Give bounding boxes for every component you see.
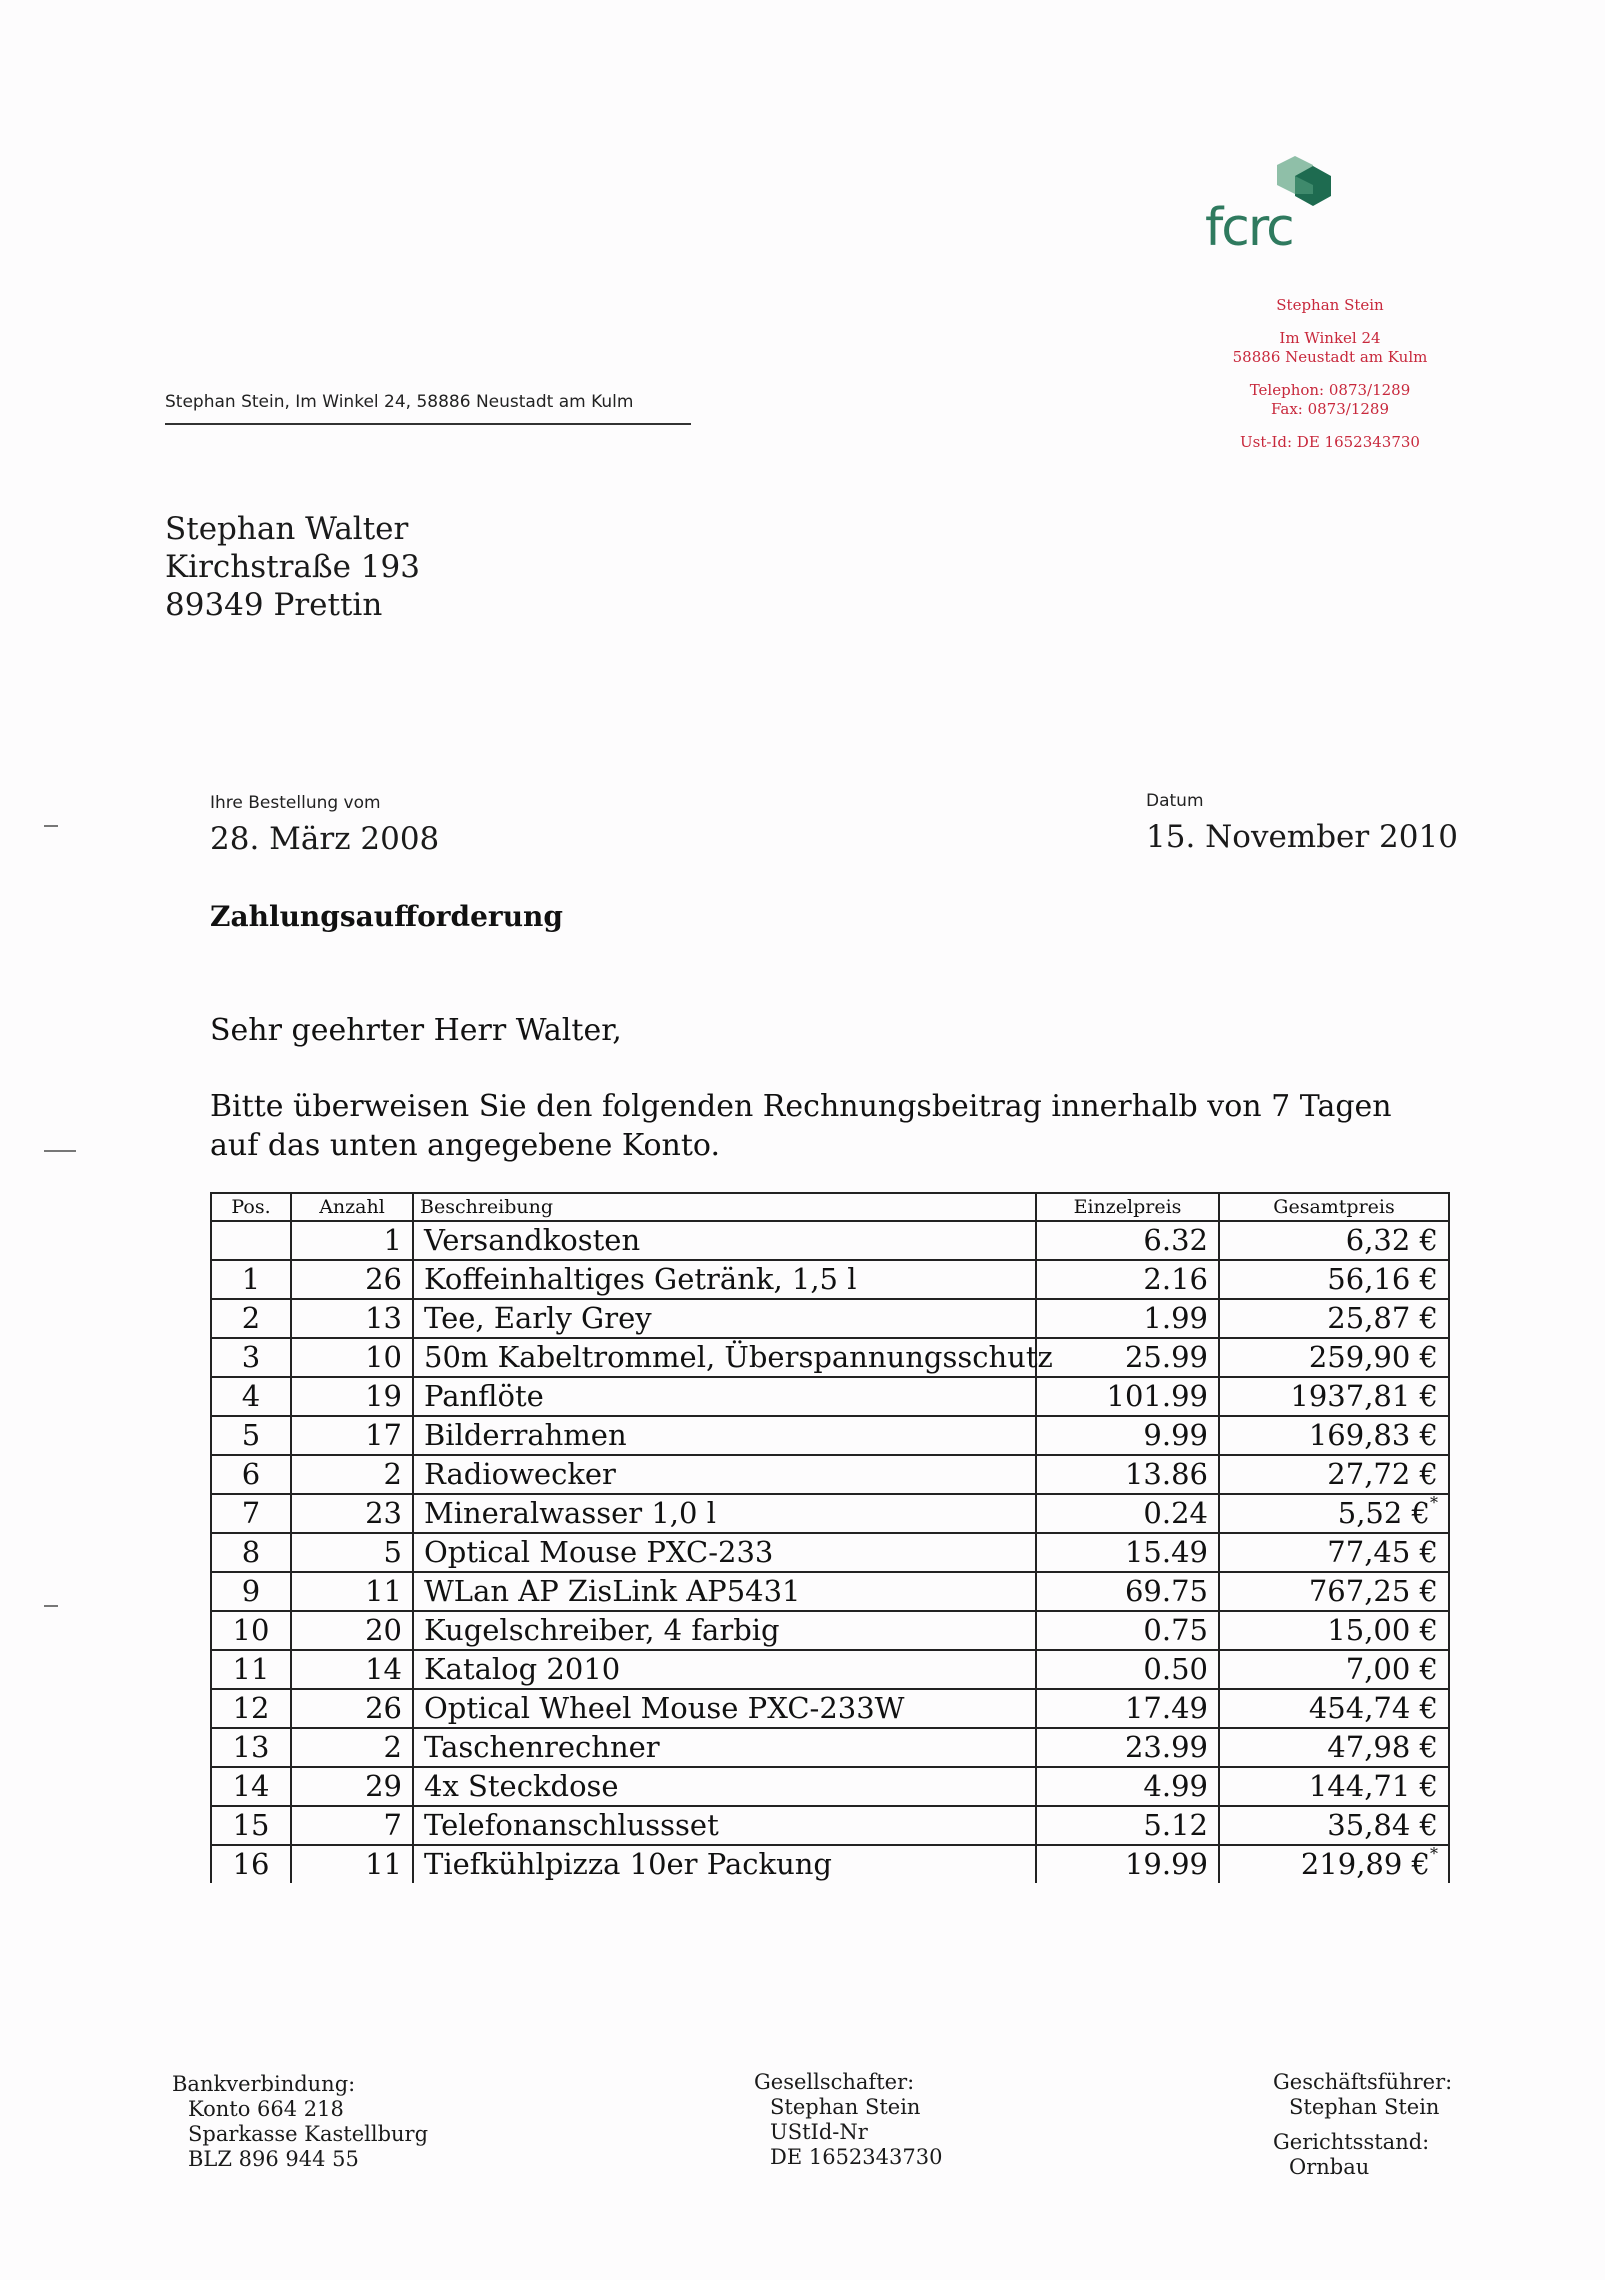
cell-description-text: Kugelschreiber, 4 farbig	[424, 1613, 780, 1647]
cell-total-price	[1219, 1221, 1449, 1260]
cell-description-text: Tiefkühlpizza 10er Packung	[424, 1847, 832, 1881]
col-header-quantity: Anzahl	[291, 1193, 413, 1221]
cell-quantity	[291, 1299, 413, 1338]
cell-quantity	[291, 1377, 413, 1416]
sender-phone: Telephon: 0873/1289	[1249, 381, 1411, 399]
footnote-marker: *	[1430, 1493, 1438, 1512]
cell-pos	[211, 1377, 291, 1416]
partner-details	[754, 2070, 942, 2170]
table-row	[211, 1221, 1449, 1260]
cell-unit-price	[1036, 1572, 1219, 1611]
fold-mark	[44, 825, 58, 827]
cell-description-text: Panflöte	[424, 1379, 544, 1413]
cell-description-text: 4x Steckdose	[424, 1769, 619, 1803]
cell-description	[413, 1260, 1036, 1299]
cell-unit-price-text: 2.16	[1143, 1262, 1208, 1296]
cell-total-price-text: 169,83 €	[1308, 1418, 1438, 1452]
cell-unit-price-text: 19.99	[1124, 1847, 1208, 1881]
cell-pos	[211, 1299, 291, 1338]
cell-total-price	[1219, 1767, 1449, 1806]
cell-quantity	[291, 1845, 413, 1883]
cell-total-price-text: 6,32 €	[1345, 1223, 1438, 1257]
manager-name: Stephan Stein	[1289, 2095, 1440, 2119]
cell-unit-price-text: 0.24	[1143, 1496, 1208, 1530]
sender-street: Im Winkel 24	[1279, 329, 1381, 347]
cell-description-text: Optical Mouse PXC-233	[424, 1535, 774, 1569]
cell-quantity-text: 26	[365, 1691, 402, 1725]
cell-unit-price	[1036, 1338, 1219, 1377]
cell-pos-text: 5	[241, 1418, 261, 1452]
cell-description	[413, 1494, 1036, 1533]
cell-total-price-text: 219,89 €	[1300, 1847, 1430, 1881]
cell-quantity	[291, 1260, 413, 1299]
cell-total-price	[1219, 1455, 1449, 1494]
table-header-row	[211, 1193, 1449, 1221]
cell-quantity	[291, 1767, 413, 1806]
cell-description-text: Telefonanschlussset	[424, 1808, 719, 1842]
return-address-line: Stephan Stein, Im Winkel 24, 58886 Neustadt am Kulm	[165, 392, 634, 412]
partner-title: Gesellschafter:	[754, 2070, 915, 2094]
bank-code: BLZ 896 944 55	[188, 2147, 359, 2171]
cell-quantity	[291, 1728, 413, 1767]
cell-total-price-text: 767,25 €	[1308, 1574, 1438, 1608]
cell-description	[413, 1221, 1036, 1260]
col-header-unit-price: Einzelpreis	[1036, 1193, 1219, 1221]
court-title: Gerichtsstand:	[1273, 2130, 1430, 2154]
cell-description-text: Koffeinhaltiges Getränk, 1,5 l	[424, 1262, 857, 1296]
cell-total-price-text: 25,87 €	[1327, 1301, 1438, 1335]
cell-unit-price-text: 0.75	[1143, 1613, 1208, 1647]
cell-quantity-text: 2	[383, 1730, 402, 1764]
table-row	[211, 1845, 1449, 1883]
cell-total-price	[1219, 1689, 1449, 1728]
recipient-street: Kirchstraße 193	[165, 549, 420, 585]
letter-body	[210, 1087, 1410, 1165]
cell-quantity	[291, 1221, 413, 1260]
cell-unit-price	[1036, 1650, 1219, 1689]
salutation: Sehr geehrter Herr Walter,	[210, 1013, 622, 1048]
cell-unit-price	[1036, 1221, 1219, 1260]
cell-quantity	[291, 1689, 413, 1728]
cell-unit-price-text: 69.75	[1124, 1574, 1208, 1608]
cell-description	[413, 1377, 1036, 1416]
cell-description-text: Katalog 2010	[424, 1652, 621, 1686]
bank-name: Sparkasse Kastellburg	[188, 2122, 429, 2146]
table-row	[211, 1299, 1449, 1338]
document-date: 15. November 2010	[1146, 819, 1458, 855]
manager-details	[1273, 2070, 1452, 2180]
cell-pos	[211, 1260, 291, 1299]
cell-total-price-text: 7,00 €	[1345, 1652, 1438, 1686]
table-row	[211, 1689, 1449, 1728]
col-header-description: Beschreibung	[413, 1193, 1036, 1221]
cell-description	[413, 1299, 1036, 1338]
cell-description	[413, 1806, 1036, 1845]
cell-pos-text: 14	[232, 1769, 270, 1803]
company-logo	[1195, 150, 1355, 260]
cell-pos-text: 10	[232, 1613, 270, 1647]
cell-total-price-text: 259,90 €	[1308, 1340, 1438, 1374]
cell-unit-price-text: 1.99	[1143, 1301, 1208, 1335]
table-row	[211, 1494, 1449, 1533]
cell-pos	[211, 1533, 291, 1572]
cell-unit-price-text: 6.32	[1143, 1223, 1208, 1257]
cell-total-price	[1219, 1845, 1449, 1883]
bank-title: Bankverbindung:	[172, 2072, 356, 2096]
fold-mark	[44, 1605, 58, 1607]
recipient-address	[165, 510, 420, 624]
cell-quantity	[291, 1455, 413, 1494]
sender-vat-id: Ust-Id: DE 1652343730	[1240, 433, 1420, 451]
sender-name: Stephan Stein	[1276, 296, 1384, 314]
cell-quantity-text: 20	[365, 1613, 402, 1647]
invoice-table	[210, 1192, 1450, 1883]
cell-description	[413, 1689, 1036, 1728]
cell-unit-price	[1036, 1377, 1219, 1416]
cell-quantity-text: 19	[365, 1379, 402, 1413]
cell-total-price	[1219, 1377, 1449, 1416]
cell-quantity	[291, 1338, 413, 1377]
cell-pos	[211, 1572, 291, 1611]
court-location: Ornbau	[1289, 2155, 1370, 2179]
cell-quantity-text: 23	[365, 1496, 402, 1530]
cell-pos-text: 9	[241, 1574, 261, 1608]
cell-description	[413, 1455, 1036, 1494]
cell-description-text: Versandkosten	[424, 1223, 641, 1257]
cell-quantity-text: 5	[383, 1535, 402, 1569]
cell-description-text: Bilderrahmen	[424, 1418, 627, 1452]
cell-description-text: Taschenrechner	[424, 1730, 660, 1764]
cell-total-price	[1219, 1494, 1449, 1533]
cell-quantity-text: 26	[365, 1262, 402, 1296]
table-row	[211, 1806, 1449, 1845]
table-row	[211, 1728, 1449, 1767]
cell-unit-price	[1036, 1611, 1219, 1650]
cell-pos-text: 13	[232, 1730, 270, 1764]
manager-title: Geschäftsführer:	[1273, 2070, 1453, 2094]
cell-quantity	[291, 1572, 413, 1611]
table-body	[211, 1221, 1449, 1883]
cell-quantity-text: 11	[365, 1847, 402, 1881]
cell-quantity	[291, 1494, 413, 1533]
table-row	[211, 1611, 1449, 1650]
cell-unit-price-text: 4.99	[1143, 1769, 1208, 1803]
letter-subject: Zahlungsaufforderung	[210, 900, 563, 933]
cell-unit-price-text: 25.99	[1124, 1340, 1208, 1374]
cell-pos-text: 6	[241, 1457, 261, 1491]
cell-pos	[211, 1845, 291, 1883]
cell-pos-text: 1	[241, 1262, 261, 1296]
cell-description	[413, 1533, 1036, 1572]
cell-description	[413, 1416, 1036, 1455]
cell-pos	[211, 1650, 291, 1689]
cell-total-price	[1219, 1650, 1449, 1689]
cell-quantity	[291, 1650, 413, 1689]
cell-total-price-text: 1937,81 €	[1290, 1379, 1438, 1413]
cell-pos	[211, 1338, 291, 1377]
cell-total-price-text: 35,84 €	[1327, 1808, 1438, 1842]
cell-unit-price-text: 13.86	[1124, 1457, 1208, 1491]
cell-total-price-text: 5,52 €	[1337, 1496, 1430, 1530]
cell-unit-price	[1036, 1806, 1219, 1845]
table-row	[211, 1533, 1449, 1572]
cell-quantity	[291, 1416, 413, 1455]
document-date-label: Datum	[1146, 791, 1204, 811]
cell-description	[413, 1767, 1036, 1806]
table-row	[211, 1338, 1449, 1377]
recipient-name: Stephan Walter	[165, 511, 409, 547]
cell-quantity-text: 1	[383, 1223, 402, 1257]
cell-pos-text: 8	[241, 1535, 261, 1569]
cell-unit-price	[1036, 1845, 1219, 1883]
cell-quantity-text: 11	[365, 1574, 402, 1608]
cell-pos	[211, 1767, 291, 1806]
cell-pos	[211, 1806, 291, 1845]
partner-vat-id: DE 1652343730	[770, 2145, 943, 2169]
cell-unit-price	[1036, 1260, 1219, 1299]
table-row	[211, 1767, 1449, 1806]
cell-description-text: Tee, Early Grey	[424, 1301, 652, 1335]
cell-unit-price	[1036, 1767, 1219, 1806]
cell-total-price	[1219, 1611, 1449, 1650]
table-row	[211, 1416, 1449, 1455]
cell-description	[413, 1572, 1036, 1611]
cell-pos	[211, 1221, 291, 1260]
order-date-label: Ihre Bestellung vom	[210, 793, 381, 813]
cell-pos	[211, 1416, 291, 1455]
cell-description	[413, 1650, 1036, 1689]
table-row	[211, 1377, 1449, 1416]
cell-total-price	[1219, 1533, 1449, 1572]
order-date: 28. März 2008	[210, 821, 440, 857]
cell-unit-price-text: 15.49	[1124, 1535, 1208, 1569]
cell-total-price-text: 144,71 €	[1308, 1769, 1438, 1803]
cell-quantity	[291, 1533, 413, 1572]
col-header-total-price: Gesamtpreis	[1219, 1193, 1449, 1221]
cell-unit-price-text: 5.12	[1143, 1808, 1208, 1842]
cell-pos-text: 15	[232, 1808, 270, 1842]
cell-pos	[211, 1728, 291, 1767]
cell-description	[413, 1338, 1053, 1377]
cell-total-price-text: 27,72 €	[1327, 1457, 1438, 1491]
cell-unit-price-text: 9.99	[1143, 1418, 1208, 1452]
cell-quantity-text: 29	[365, 1769, 402, 1803]
cell-quantity-text: 17	[365, 1418, 402, 1452]
cell-description-text: 50m Kabeltrommel, Überspannungsschutz	[424, 1340, 1053, 1374]
cell-unit-price	[1036, 1689, 1219, 1728]
return-address-rule	[165, 423, 691, 425]
sender-block	[1090, 296, 1570, 452]
cell-description-text: Mineralwasser 1,0 l	[424, 1496, 716, 1530]
cell-unit-price	[1036, 1494, 1219, 1533]
cell-total-price-text: 77,45 €	[1327, 1535, 1438, 1569]
punch-mark	[44, 1150, 76, 1152]
cell-pos	[211, 1494, 291, 1533]
cell-unit-price-text: 0.50	[1143, 1652, 1208, 1686]
cell-pos-text: 7	[241, 1496, 261, 1530]
table-row	[211, 1572, 1449, 1611]
table-row	[211, 1650, 1449, 1689]
cell-quantity-text: 13	[365, 1301, 402, 1335]
table-row	[211, 1455, 1449, 1494]
cell-pos-text: 3	[241, 1340, 261, 1374]
cell-total-price-text: 56,16 €	[1327, 1262, 1438, 1296]
cell-quantity	[291, 1611, 413, 1650]
cell-total-price	[1219, 1338, 1449, 1377]
logo-wordmark: fcrc	[1205, 198, 1293, 258]
cell-quantity-text: 14	[365, 1652, 402, 1686]
cell-unit-price	[1036, 1416, 1219, 1455]
cell-total-price	[1219, 1299, 1449, 1338]
cell-pos-text: 16	[232, 1847, 270, 1881]
cell-pos	[211, 1689, 291, 1728]
cell-unit-price-text: 23.99	[1124, 1730, 1208, 1764]
col-header-pos: Pos.	[211, 1193, 291, 1221]
cell-unit-price	[1036, 1533, 1219, 1572]
partner-vat-label: UStId-Nr	[770, 2120, 868, 2144]
cell-quantity	[291, 1806, 413, 1845]
sender-city: 58886 Neustadt am Kulm	[1232, 348, 1428, 366]
bank-account: Konto 664 218	[188, 2097, 344, 2121]
cell-pos	[211, 1455, 291, 1494]
cell-unit-price-text: 17.49	[1124, 1691, 1208, 1725]
cell-description-text: WLan AP ZisLink AP5431	[424, 1574, 801, 1608]
bank-details	[172, 2072, 428, 2172]
cell-description-text: Radiowecker	[424, 1457, 616, 1491]
cell-pos	[211, 1611, 291, 1650]
body-line: Bitte überweisen Sie den folgenden Rechnungsbeitrag innerhalb von 7 Tagen	[210, 1089, 1392, 1124]
cell-total-price	[1219, 1728, 1449, 1767]
cell-pos-text: 2	[241, 1301, 261, 1335]
cell-total-price	[1219, 1806, 1449, 1845]
cell-description-text: Optical Wheel Mouse PXC-233W	[424, 1691, 905, 1725]
cell-total-price-text: 454,74 €	[1308, 1691, 1438, 1725]
cell-pos-text: 11	[232, 1652, 270, 1686]
cell-unit-price-text: 101.99	[1106, 1379, 1208, 1413]
cell-description	[413, 1611, 1036, 1650]
sender-fax: Fax: 0873/1289	[1270, 400, 1389, 418]
body-line: auf das unten angegebene Konto.	[210, 1128, 720, 1163]
cell-total-price	[1219, 1416, 1449, 1455]
cell-description	[413, 1845, 1036, 1883]
cell-total-price	[1219, 1260, 1449, 1299]
cell-quantity-text: 10	[365, 1340, 402, 1374]
recipient-city: 89349 Prettin	[165, 587, 383, 623]
cell-description	[413, 1728, 1036, 1767]
cell-unit-price	[1036, 1299, 1219, 1338]
cell-unit-price	[1036, 1728, 1219, 1767]
cell-unit-price	[1036, 1455, 1219, 1494]
partner-name: Stephan Stein	[770, 2095, 921, 2119]
cell-total-price	[1219, 1572, 1449, 1611]
cell-total-price-text: 47,98 €	[1327, 1730, 1438, 1764]
cell-quantity-text: 2	[383, 1457, 402, 1491]
table-row	[211, 1260, 1449, 1299]
cell-quantity-text: 7	[383, 1808, 402, 1842]
cell-pos-text: 4	[241, 1379, 261, 1413]
cell-total-price-text: 15,00 €	[1327, 1613, 1438, 1647]
cell-pos-text: 12	[232, 1691, 270, 1725]
footnote-marker: *	[1430, 1844, 1438, 1863]
